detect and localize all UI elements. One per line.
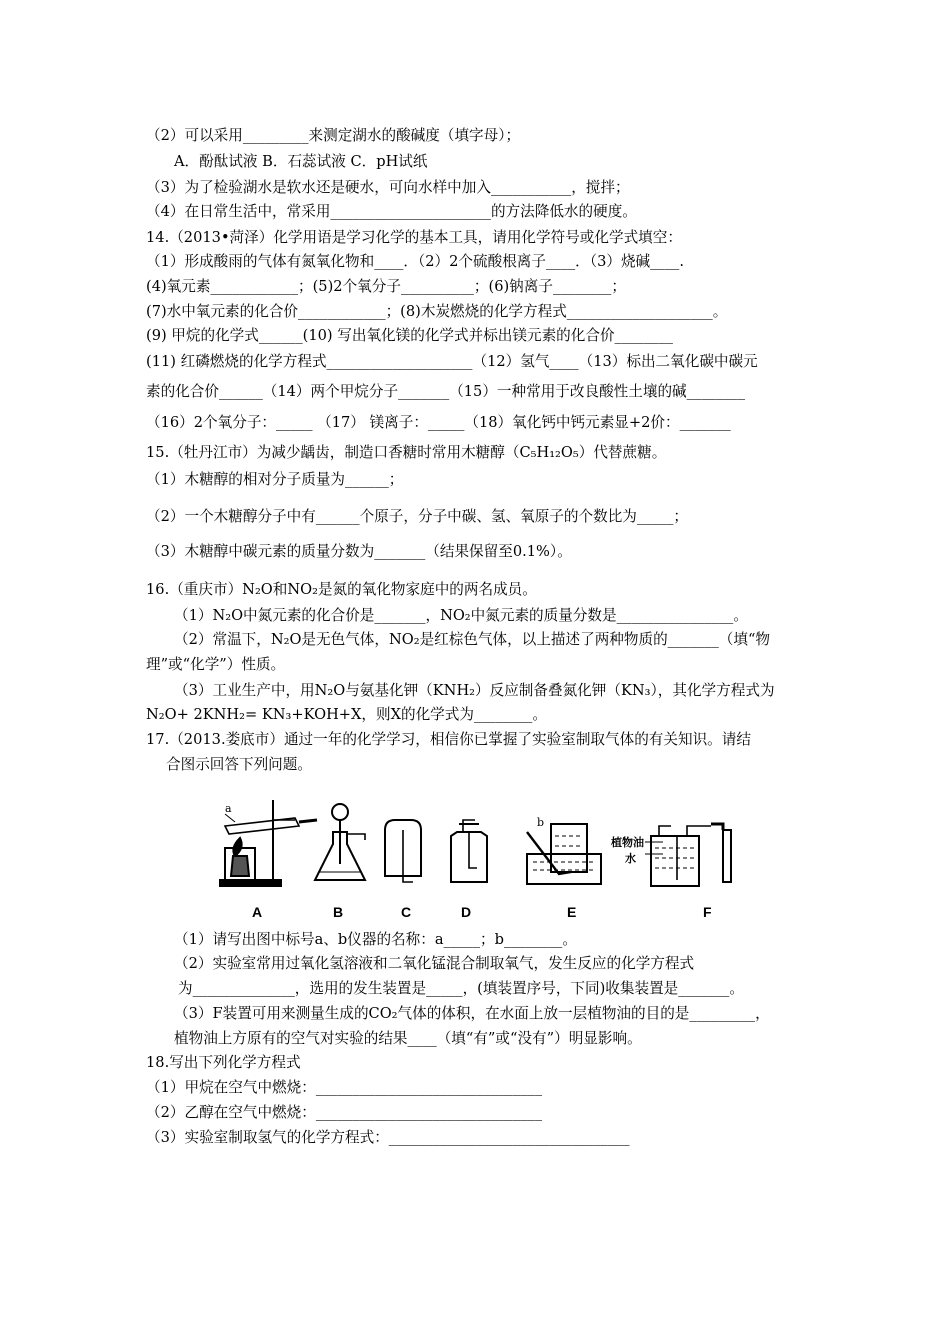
q18-line-2: （2）乙醇在空气中燃烧：_______________________________ — [146, 1104, 543, 1121]
q15-line-2: （2）一个木糖醇分子中有______个原子，分子中碳、氢、氧原子的个数比为_____； — [146, 508, 688, 525]
q17-line-1: （1）请写出图中标号a、b仪器的名称：a_____；b________。 — [174, 931, 577, 948]
q14-line-6: 素的化合价______（14）两个甲烷分子_______（15）一种常用于改良酸性土壤的碱________ — [146, 383, 746, 400]
label-water: 水 — [625, 852, 636, 865]
apparatus-e — [527, 824, 601, 884]
q17-line-3: 为______________，选用的发生装置是_____，(填装置序号，下同)收集装置是_______。 — [178, 980, 744, 997]
q18-title: 18.写出下列化学方程式 — [146, 1054, 301, 1071]
lab-apparatus-figure — [215, 796, 745, 924]
apparatus-b — [315, 804, 365, 880]
q16-line-4: （3）工业生产中，用N₂O与氨基化钾（KNH₂）反应制备叠氮化钾（KN₃），其化学方程式为 — [174, 682, 775, 699]
label-oil: 植物油 — [611, 836, 644, 849]
q17-line-5: 植物油上方原有的空气对实验的结果____（填“有”或“没有”）明显影响。 — [174, 1030, 642, 1047]
apparatus-d — [451, 820, 487, 882]
q14-line-4: (9) 甲烷的化学式______(10) 写出氧化镁的化学式并标出镁元素的化合价________ — [146, 327, 673, 344]
label-A: A — [252, 904, 263, 920]
q16-line-5: N₂O+ 2KNH₂= KN₃+KOH+X，则X的化学式为________。 — [146, 706, 547, 723]
marker-b: b — [537, 816, 545, 829]
apparatus-f — [645, 824, 731, 886]
q14-line-3: (7)水中氧元素的化合价____________；(8)木炭燃烧的化学方程式____________________。 — [146, 303, 728, 320]
q17-line-4: （3）F装置可用来测量生成的CO₂气体的体积，在水面上放一层植物油的目的是_________， — [174, 1005, 770, 1022]
q15-line-1: （1）木糖醇的相对分子质量为______； — [146, 471, 404, 488]
label-B: B — [333, 904, 344, 920]
q16-line-1: （1）N₂O中氮元素的化合价是_______，NO₂中氮元素的质量分数是________________。 — [174, 607, 748, 624]
label-E: E — [567, 904, 577, 920]
q13-line-3: （3）为了检验湖水是软水还是硬水，可向水样中加入___________，搅拌； — [146, 179, 630, 196]
q17-title: 17.（2013.娄底市）通过一年的化学学习，相信你已掌握了实验室制取气体的有关知识。请结 — [146, 731, 751, 748]
q15-line-3: （3）木糖醇中碳元素的质量分数为_______（结果保留至0.1%）。 — [146, 543, 572, 560]
label-F: F — [703, 904, 712, 920]
marker-a: a — [225, 802, 232, 815]
apparatus-c — [385, 820, 421, 882]
q16-title: 16.（重庆市）N₂O和NO₂是氮的氧化物家庭中的两名成员。 — [146, 581, 537, 598]
q18-line-1: （1）甲烷在空气中燃烧：_______________________________ — [146, 1079, 543, 1096]
q15-title: 15.（牡丹江市）为减少龋齿，制造口香糖时常用木糖醇（C₅H₁₂O₅）代替蔗糖。 — [146, 444, 667, 461]
q14-title: 14.（2013•菏泽）化学用语是学习化学的基本工具，请用化学符号或化学式填空： — [146, 229, 682, 246]
q14-line-7: （16）2个氧分子：_____ （17） 镁离子：_____（18）氧化钙中钙元素显+2价：_______ — [146, 414, 731, 431]
q14-line-5: (11) 红磷燃烧的化学方程式____________________（12）氢气____（13）标出二氧化碳中碳元 — [146, 353, 758, 370]
q17-title-cont: 合图示回答下列问题。 — [166, 756, 312, 773]
q13-line-2: （2）可以采用_________来测定湖水的酸碱度（填字母）； — [146, 127, 521, 144]
q18-line-3: （3）实验室制取氢气的化学方程式：_________________________________ — [146, 1129, 630, 1146]
label-C: C — [401, 904, 412, 920]
q17-line-2: （2）实验室常用过氧化氢溶液和二氧化锰混合制取氧气，发生反应的化学方程式 — [174, 955, 695, 972]
q13-line-4: （4）在日常生活中，常采用______________________的方法降低水的硬度。 — [146, 203, 637, 220]
label-D: D — [461, 904, 472, 920]
q14-line-2: (4)氧元素____________；(5)2个氧分子__________；(6)钠离子________； — [146, 278, 626, 295]
q14-line-1: （1）形成酸雨的气体有氮氧化物和____．（2）2个硫酸根离子____．（3）烧碱____. — [146, 253, 684, 270]
q16-line-3: 理”或“化学”）性质。 — [146, 656, 286, 673]
q16-line-2: （2）常温下，N₂O是无色气体，NO₂是红棕色气体，以上描述了两种物质的_______（填“物 — [174, 631, 770, 648]
apparatus-a — [220, 800, 317, 886]
q13-options: A．酚酞试液 B．石蕊试液 C．pH试纸 — [174, 153, 428, 170]
